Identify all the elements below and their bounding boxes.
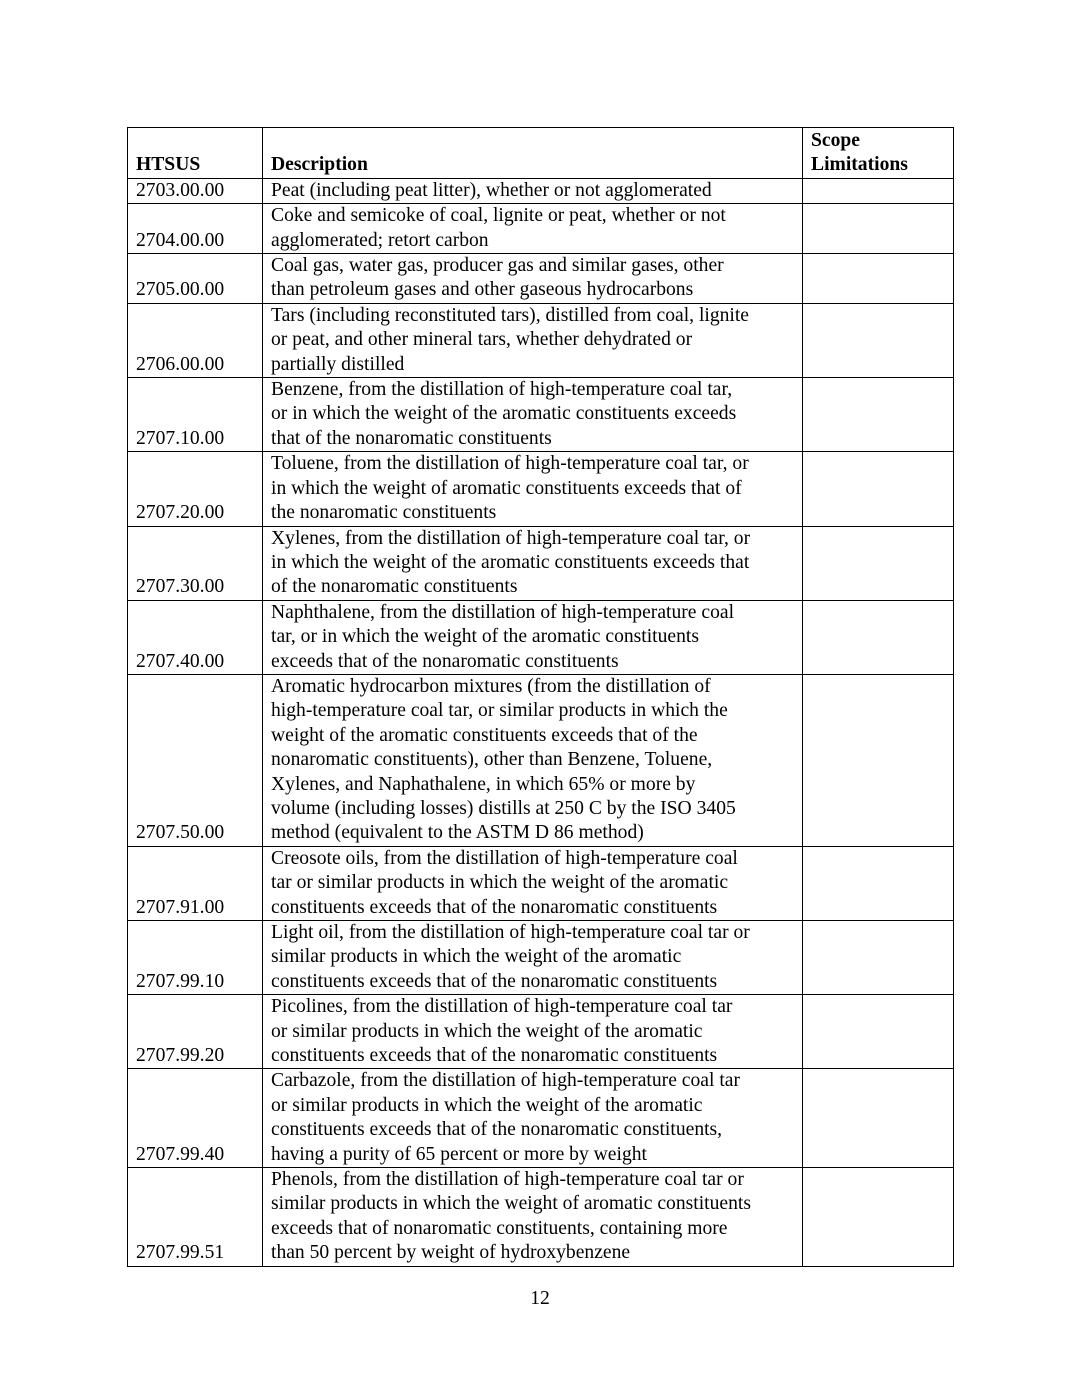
description-line: constituents exceeds that of the nonaromatic constituents (271, 1045, 718, 1067)
description-line: Xylenes, and Naphathalene, in which 65% or more by (271, 773, 696, 795)
scope-limitations-cell (803, 204, 954, 254)
description-cell (263, 846, 803, 920)
description-line: than petroleum gases and other gaseous hydrocarbons (271, 279, 694, 301)
description-line: similar products in which the weight of the aromatic (271, 946, 682, 968)
description-line: similar products in which the weight of aromatic constituents (271, 1193, 751, 1215)
header-scope-line1: Scope (811, 130, 860, 151)
description-line: than 50 percent by weight of hydroxybenzene (271, 1242, 631, 1264)
description-line: Peat (including peat litter), whether or not agglomerated (271, 179, 712, 201)
description-line: weight of the aromatic constituents exceeds that of the (271, 724, 698, 746)
description-line: nonaromatic constituents), other than Benzene, Toluene, (271, 749, 713, 771)
scope-limitations-cell (803, 1069, 954, 1168)
description-cell (263, 600, 803, 674)
scope-limitations-cell (803, 1168, 954, 1267)
header-htsus: HTSUS (128, 128, 263, 179)
table-row (128, 1069, 954, 1168)
htsus-code: 2707.20.00 (128, 452, 263, 526)
description-line: Coke and semicoke of coal, lignite or peat, whether or not (271, 205, 726, 227)
table-header-row (128, 128, 954, 179)
description-line: of the nonaromatic constituents (271, 576, 518, 598)
table-row (128, 921, 954, 995)
description-cell (263, 921, 803, 995)
htsus-code: 2707.91.00 (128, 846, 263, 920)
description-line: exceeds that of the nonaromatic constituents (271, 650, 619, 672)
description-cell (263, 178, 803, 203)
scope-limitations-cell (803, 674, 954, 846)
table-row (128, 378, 954, 452)
table-row (128, 526, 954, 600)
description-line: in which the weight of the aromatic constituents exceeds that (271, 551, 750, 573)
description-line: or peat, and other mineral tars, whether dehydrated or (271, 329, 693, 351)
htsus-code: 2707.50.00 (128, 674, 263, 846)
table-row (128, 204, 954, 254)
description-line: Xylenes, from the distillation of high-temperature coal tar, or (271, 527, 751, 549)
description-line: in which the weight of aromatic constituents exceeds that of (271, 477, 742, 499)
description-line: Creosote oils, from the distillation of high-temperature coal (271, 847, 738, 869)
table-row (128, 303, 954, 377)
header-description: Description (263, 128, 803, 179)
description-line: Benzene, from the distillation of high-temperature coal tar, (271, 379, 733, 401)
htsus-code: 2703.00.00 (128, 178, 263, 203)
scope-limitations-cell (803, 452, 954, 526)
htsus-code: 2707.30.00 (128, 526, 263, 600)
description-line: that of the nonaromatic constituents (271, 427, 552, 449)
htsus-code: 2707.99.40 (128, 1069, 263, 1168)
description-cell (263, 303, 803, 377)
description-line: having a purity of 65 percent or more by weight (271, 1143, 647, 1165)
description-line: constituents exceeds that of the nonaromatic constituents (271, 896, 718, 918)
description-line: high-temperature coal tar, or similar products in which the (271, 700, 728, 722)
scope-limitations-cell (803, 378, 954, 452)
description-cell (263, 1069, 803, 1168)
scope-limitations-cell (803, 921, 954, 995)
scope-limitations-cell (803, 303, 954, 377)
description-line: Toluene, from the distillation of high-temperature coal tar, or (271, 453, 749, 475)
table-body (128, 178, 954, 1266)
htsus-code: 2707.99.10 (128, 921, 263, 995)
table-row (128, 995, 954, 1069)
table-row (128, 452, 954, 526)
header-scope-limitations (803, 128, 954, 179)
table-row (128, 254, 954, 304)
htsus-code: 2705.00.00 (128, 254, 263, 304)
scope-limitations-cell (803, 254, 954, 304)
description-line: Phenols, from the distillation of high-temperature coal tar or (271, 1169, 744, 1191)
table-row (128, 846, 954, 920)
htsus-code: 2704.00.00 (128, 204, 263, 254)
table-row (128, 674, 954, 846)
table-row (128, 1168, 954, 1267)
description-line: Light oil, from the distillation of high-temperature coal tar or (271, 922, 750, 943)
htsus-code: 2707.40.00 (128, 600, 263, 674)
description-line: Tars (including reconstituted tars), distilled from coal, lignite (271, 304, 750, 326)
hts-table (127, 127, 954, 1267)
description-cell (263, 204, 803, 254)
scope-limitations-cell (803, 600, 954, 674)
description-line: exceeds that of nonaromatic constituents, containing more (271, 1217, 728, 1239)
description-line: constituents exceeds that of the nonaromatic constituents, (271, 1119, 723, 1141)
description-line: Carbazole, from the distillation of high-temperature coal tar (271, 1070, 740, 1092)
description-line: volume (including losses) distills at 250 C by the ISO 3405 (271, 797, 736, 819)
htsus-code: 2707.10.00 (128, 378, 263, 452)
description-line: Coal gas, water gas, producer gas and similar gases, other (271, 255, 724, 277)
description-line: method (equivalent to the ASTM D 86 method) (271, 822, 644, 844)
description-line: or similar products in which the weight of the aromatic (271, 1094, 703, 1116)
description-cell (263, 995, 803, 1069)
description-line: or in which the weight of the aromatic constituents exceeds (271, 403, 737, 425)
description-line: Naphthalene, from the distillation of high-temperature coal (271, 601, 735, 623)
description-cell (263, 1168, 803, 1267)
table-row (128, 178, 954, 203)
description-line: constituents exceeds that of the nonaromatic constituents (271, 970, 718, 992)
description-line: partially distilled (271, 353, 405, 375)
description-cell (263, 452, 803, 526)
htsus-code: 2707.99.51 (128, 1168, 263, 1267)
description-line: or similar products in which the weight of the aromatic (271, 1020, 703, 1042)
scope-limitations-cell (803, 846, 954, 920)
description-line: the nonaromatic constituents (271, 502, 497, 524)
description-cell (263, 674, 803, 846)
description-line: tar or similar products in which the weight of the aromatic (271, 872, 729, 894)
description-cell (263, 254, 803, 304)
description-line: tar, or in which the weight of the aromatic constituents (271, 626, 699, 648)
scope-limitations-cell (803, 178, 954, 203)
scope-limitations-cell (803, 995, 954, 1069)
htsus-code: 2707.99.20 (128, 995, 263, 1069)
description-line: Aromatic hydrocarbon mixtures (from the distillation of (271, 675, 711, 697)
page-number: 12 (530, 1288, 550, 1309)
description-line: Picolines, from the distillation of high-temperature coal tar (271, 996, 733, 1018)
description-cell (263, 526, 803, 600)
table-row (128, 600, 954, 674)
htsus-code: 2706.00.00 (128, 303, 263, 377)
scope-limitations-cell (803, 526, 954, 600)
description-cell (263, 378, 803, 452)
description-line: agglomerated; retort carbon (271, 229, 489, 251)
header-scope-line2: Limitations (811, 154, 908, 176)
